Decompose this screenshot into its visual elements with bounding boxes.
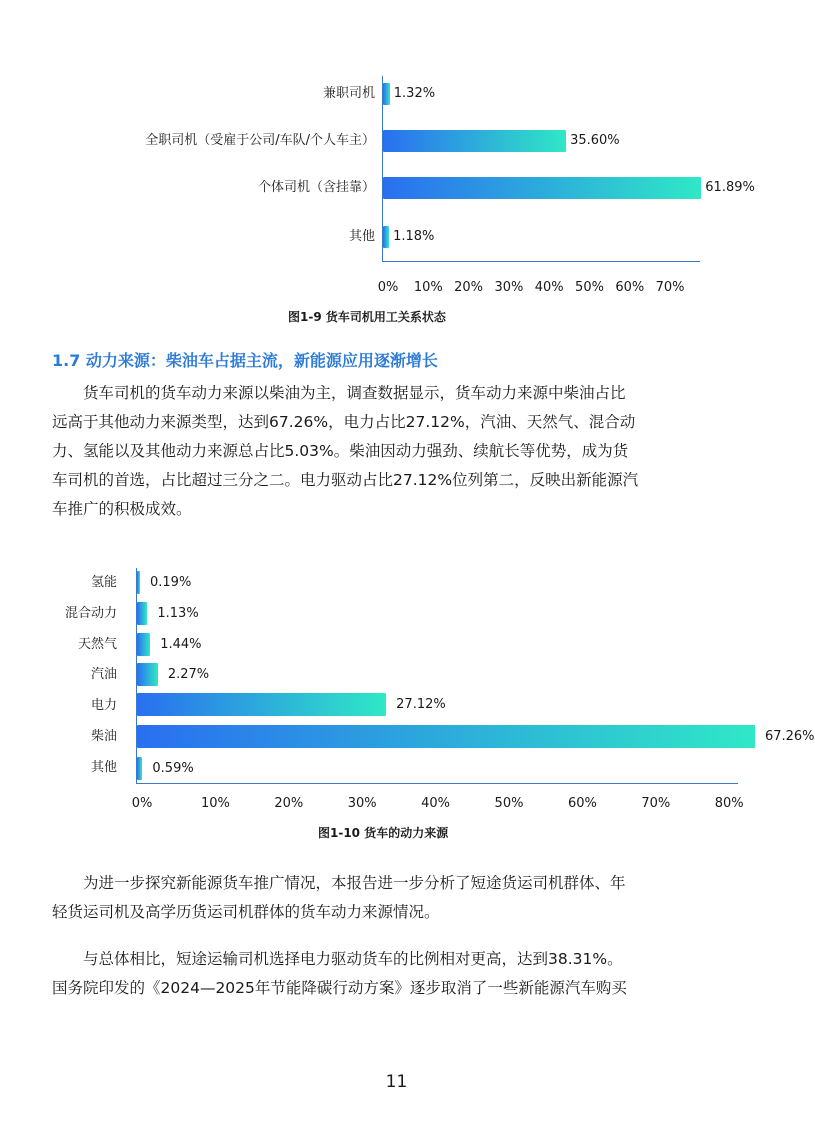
chart2-category-label: 其他 <box>90 760 117 775</box>
chart1-x-tick: 50% <box>575 280 604 295</box>
chart1-x-tick: 70% <box>655 280 685 295</box>
chart1-x-tick: 40% <box>534 280 564 295</box>
chart2-x-axis <box>136 783 738 784</box>
paragraph-3 <box>52 945 742 1003</box>
chart1-x-tick: 0% <box>377 280 399 295</box>
chart2-x-tick: 30% <box>347 796 377 811</box>
chart2-category-label: 天然气 <box>77 637 117 652</box>
chart1-x-tick: 30% <box>494 280 524 295</box>
chart1-category-label: 个体司机（含挂靠） <box>257 180 375 195</box>
chart2-category-label: 氢能 <box>90 575 117 590</box>
chart1-value-label: 35.60% <box>570 133 620 148</box>
paragraph-line: 轻货运司机及高学历货运司机群体的货车动力来源情况。 <box>52 903 440 921</box>
chart2-x-tick: 80% <box>714 796 744 811</box>
paragraph-line: 与总体相比，短途运输司机选择电力驱动货车的比例相对更高，达到38.31%。 <box>83 950 623 968</box>
paragraph-line: 车司机的首选，占比超过三分之二。电力驱动占比27.12%位列第二，反映出新能源汽 <box>52 471 639 489</box>
chart2-value-label: 67.26% <box>764 728 815 744</box>
page-number: 11 <box>385 1072 408 1092</box>
chart1-x-axis <box>382 261 700 262</box>
chart1-bar <box>383 226 389 248</box>
paragraph-line: 货车司机的货车动力来源以柴油为主，调查数据显示，货车动力来源中柴油占比 <box>83 384 626 402</box>
chart1-bar <box>383 177 701 199</box>
chart2-bar <box>137 633 150 656</box>
chart1-value-label: 1.32% <box>393 86 436 101</box>
chart1-x-tick: 10% <box>413 280 443 295</box>
chart2-x-tick: 40% <box>421 796 451 811</box>
chart2-caption: 图1-10 货车的动力来源 <box>318 826 449 840</box>
chart1-bar <box>383 130 566 152</box>
chart2-x-tick: 70% <box>641 796 671 811</box>
chart2-x-tick: 50% <box>494 796 524 811</box>
paragraph-line: 远高于其他动力来源类型，达到67.26%，电力占比27.12%，汽油、天然气、混合动 <box>52 413 636 431</box>
paragraph-line: 国务院印发的《2024—2025年节能降碳行动方案》逐步取消了一些新能源汽车购买 <box>52 979 627 997</box>
chart2-value-label: 27.12% <box>396 696 446 712</box>
paragraph-line: 为进一步探究新能源货车推广情况，本报告进一步分析了短途货运司机群体、年 <box>83 874 626 892</box>
chart2-value-label: 0.59% <box>152 760 194 776</box>
section-heading: 1.7 动力来源：柴油车占据主流，新能源应用逐渐增长 <box>52 351 438 370</box>
chart2-bar <box>137 663 158 686</box>
chart1-bar <box>383 83 390 105</box>
chart2-value-label: 1.44% <box>160 636 202 652</box>
chart2-bar <box>137 693 386 716</box>
paragraph-2 <box>52 869 742 927</box>
chart2-value-label: 0.19% <box>150 574 192 590</box>
chart1-value-label: 1.18% <box>393 229 435 244</box>
chart1-category-label: 兼职司机 <box>322 86 375 101</box>
chart2-bar <box>137 571 140 594</box>
chart1-caption: 图1-9 货车司机用工关系状态 <box>288 310 446 324</box>
chart2-category-label: 混合动力 <box>64 606 117 621</box>
section-paragraph <box>52 379 742 524</box>
chart2-x-tick: 10% <box>200 796 230 811</box>
chart1-x-tick: 60% <box>615 280 645 295</box>
chart2-value-label: 2.27% <box>167 666 210 682</box>
chart2-bar <box>137 602 147 625</box>
chart1-category-label: 全职司机（受雇于公司/车队/个人车主） <box>145 133 375 148</box>
chart2-bar <box>137 757 142 780</box>
chart1-x-tick: 20% <box>454 280 484 295</box>
paragraph-line: 力、氢能以及其他动力来源总占比5.03%。柴油因动力强劲、续航长等优势，成为货 <box>52 442 629 460</box>
chart1-category-label: 其他 <box>348 229 375 244</box>
chart2-category-label: 汽油 <box>90 667 117 682</box>
chart1-value-label: 61.89% <box>705 180 755 195</box>
chart2-x-tick: 60% <box>567 796 597 811</box>
chart2-x-tick: 0% <box>131 796 153 811</box>
chart2-category-label: 柴油 <box>90 729 117 744</box>
chart2-category-label: 电力 <box>90 698 117 713</box>
chart2-x-tick: 20% <box>274 796 304 811</box>
paragraph-line: 车推广的积极成效。 <box>52 500 192 518</box>
chart2-bar <box>137 725 755 748</box>
chart2-value-label: 1.13% <box>157 605 199 621</box>
